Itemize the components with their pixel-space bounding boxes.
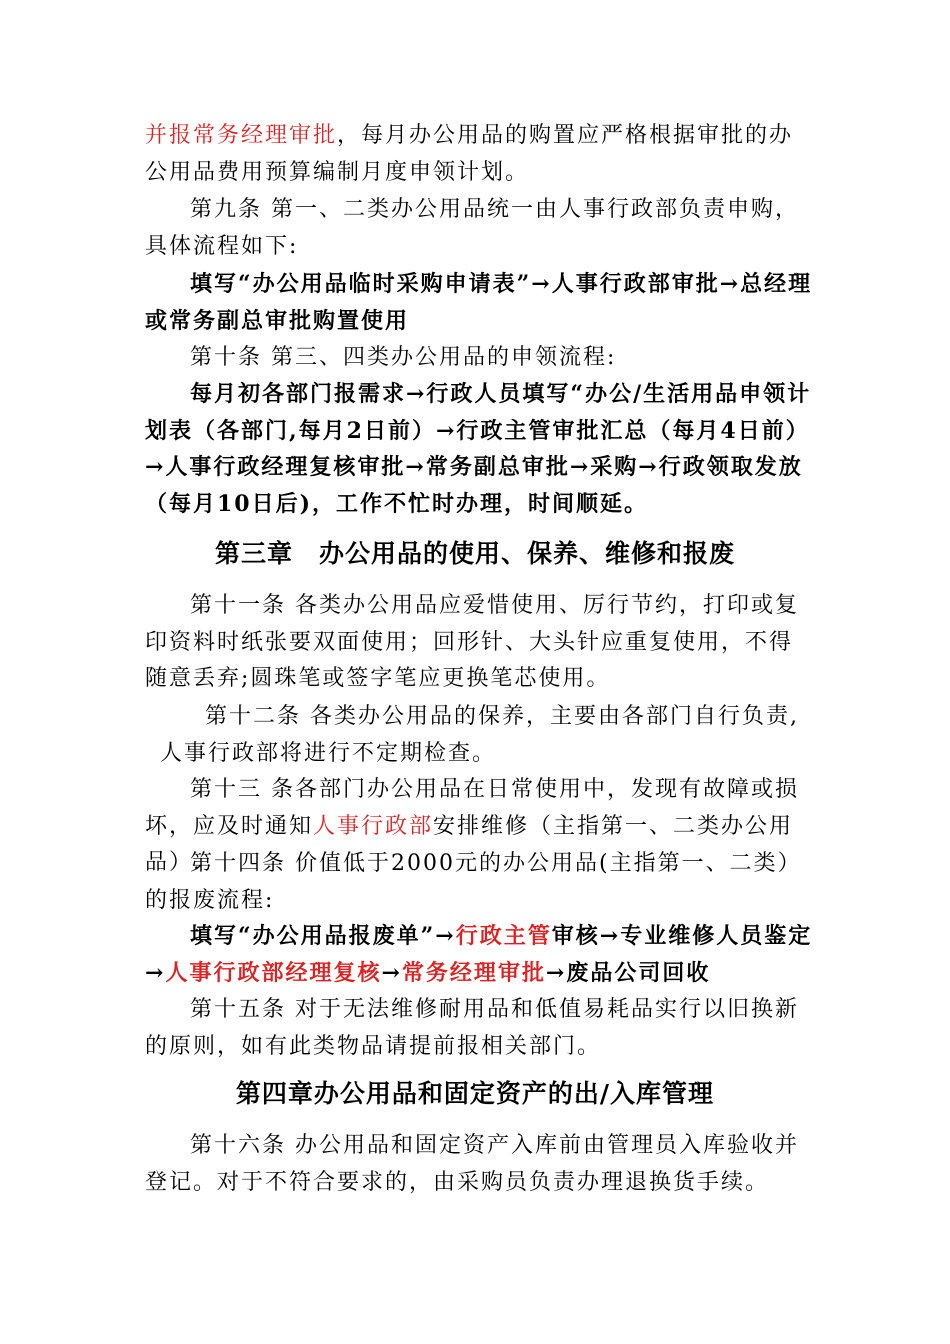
chapter-3-heading: 第三章 办公用品的使用、保养、维修和报废 xyxy=(214,539,735,568)
body-text: 第十六条 办公用品和固定资产入库前由管理员入库验收并登记。对于不符合要求的，由采购员负责办理退换货手续。 xyxy=(145,1133,799,1195)
procedure-disposal xyxy=(145,918,815,991)
highlight-text: 人事行政部 xyxy=(313,813,434,839)
highlight-text: 人事行政部经理复核 xyxy=(165,959,382,986)
procedure-requisition xyxy=(145,376,815,522)
body-text: →废品公司回收 xyxy=(545,959,711,986)
body-text: 第九条 第一、二类办公用品统一由人事行政部负责申购，具体流程如下: xyxy=(145,197,799,259)
body-text: 安排维修（主指第一、二类办公用品）. xyxy=(145,813,794,875)
chapter-4-heading: 第四章办公用品和固定资产的出/入库管理 xyxy=(235,1079,715,1108)
body-text: → xyxy=(381,959,402,986)
paragraph-approval-note xyxy=(145,118,815,191)
body-text: 第十五条 对于无法维修耐用品和低值易耗品实行以旧换新的原则，如有此类物品请提前报相关部门。 xyxy=(145,997,799,1059)
body-text: 第十条 第三、四类办公用品的申领流程: xyxy=(190,345,617,370)
highlight-text: 并报常务经理审批 xyxy=(145,123,338,148)
procedure-purchase xyxy=(145,266,815,339)
highlight-text: 行政主管 xyxy=(455,923,552,949)
article-15 xyxy=(145,992,815,1065)
article-16 xyxy=(145,1128,815,1201)
body-text: 审核→专业维修人员鉴定→ xyxy=(145,923,813,986)
body-text: 第十二条 各类办公用品的保养，主要由各部门自行负责,人事行政部将进行不定期检查。 xyxy=(160,704,799,766)
body-text: 第十三 条各部门办公用品在日常使用中，发现有故障或损坏，应及时通知 xyxy=(145,777,799,839)
body-text: 填写“办公用品报废单”→ xyxy=(190,923,456,949)
article-9 xyxy=(145,192,815,265)
article-14 xyxy=(145,846,815,919)
body-text: 每月初各部门报需求→行政人员填写“办公/生活用品申领计划表（各部门,每月2日前）→行政主管审批汇总（每月4日前）→人事行政经理复核审批→常务副总审批→采购→行政领取发放（每月10日后)，工作不忙时办理，时间顺延。 xyxy=(145,381,812,517)
body-text: 第十一条 各类办公用品应爱惜使用、厉行节约，打印或复印资料时纸张要双面使用；回形针、大头针应重复使用，不得随意丢弃;圆珠笔或签字笔应更换笔芯使用。 xyxy=(145,593,799,691)
article-11 xyxy=(145,588,815,698)
article-10 xyxy=(145,340,815,377)
body-text: 填写“办公用品临时采购申请表”→人事行政部审批→总经理或常务副总审批购置使用 xyxy=(145,271,813,334)
body-text: 第十四条 价值低于2000元的办公用品(主指第一、二类）的报废流程: xyxy=(145,851,802,913)
body-text: ，每月办公用品的购置应严格根据审批的办公用品费用预算编制月度申领计划。 xyxy=(145,123,794,185)
article-12 xyxy=(160,699,815,772)
highlight-text: 常务经理审批 xyxy=(401,959,546,986)
